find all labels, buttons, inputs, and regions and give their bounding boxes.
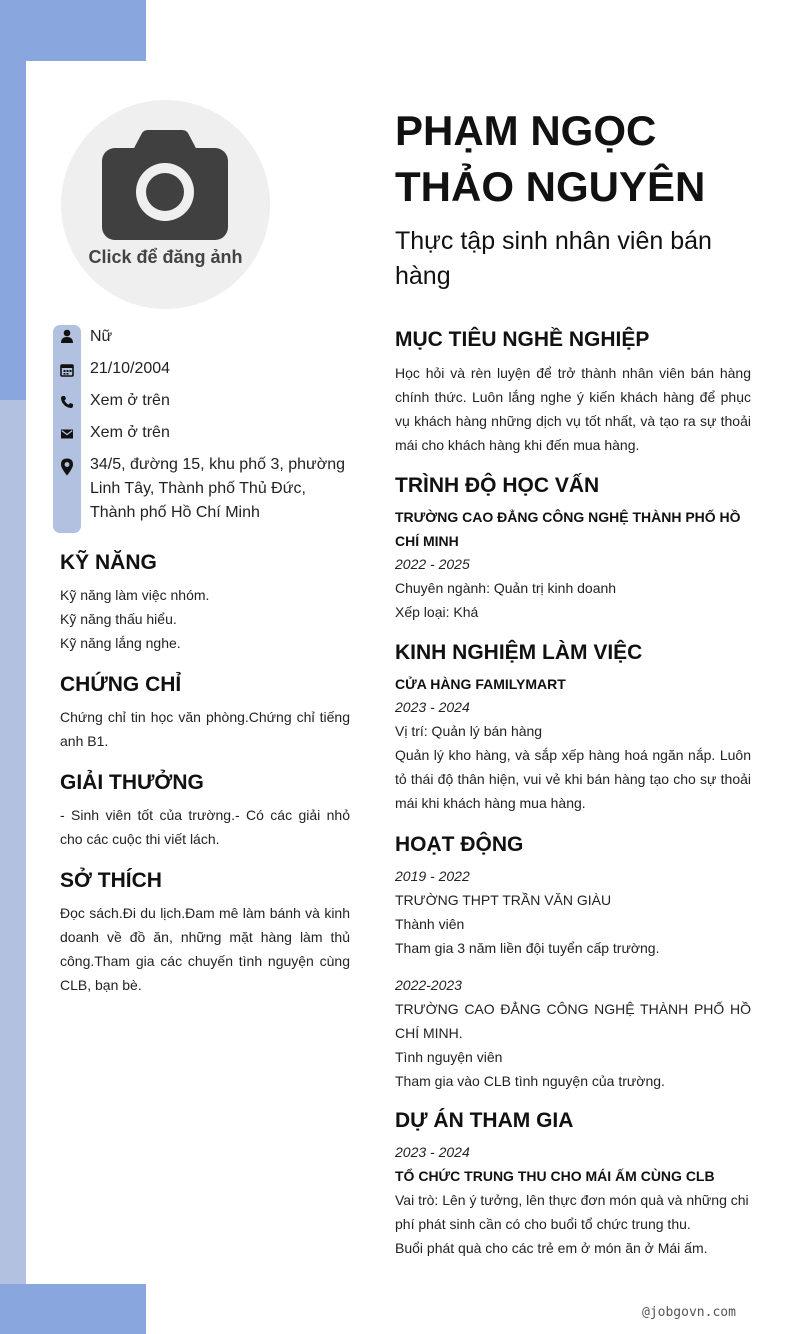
experience-position: Vị trí: Quản lý bán hàng	[395, 723, 543, 739]
project-name: TỔ CHỨC TRUNG THU CHO MÁI ẤM CÙNG CLB	[395, 1168, 715, 1184]
education-school: TRƯỜNG CAO ĐẲNG CÔNG NGHỆ THÀNH PHỐ HỒ CHÍ MINH	[395, 509, 741, 549]
education-major: Chuyên ngành: Quản trị kinh doanh	[395, 580, 617, 596]
contact-gender: Nữ	[90, 328, 113, 345]
projects-title: DỰ ÁN THAM GIA	[395, 1109, 574, 1132]
activity-period: 2019 - 2022	[395, 868, 470, 884]
education-period: 2022 - 2025	[395, 556, 470, 572]
location-pin-icon	[60, 458, 74, 476]
skills-section	[60, 550, 350, 655]
candidate-name: PHẠM NGỌC THẢO NGUYÊN	[395, 107, 706, 210]
hobbies-text: Đọc sách.Đi du lịch.Đam mê làm bánh và kinh doanh về đồ ăn, những mặt hàng làm thủ công.Tham gia các chuyến tình nguyện cùng CLB, bạn bè.	[60, 905, 350, 993]
activity-item	[395, 974, 751, 1093]
decor-band-left	[0, 400, 26, 1334]
activity-desc: Tham gia 3 năm liền đội tuyển cấp trường.	[395, 940, 660, 956]
project-detail: Buổi phát quà cho các trẻ em ở món ăn ở Mái ấm.	[395, 1240, 708, 1256]
activities-title: HOẠT ĐỘNG	[395, 833, 524, 856]
awards-section	[60, 770, 350, 851]
hobbies-title: SỞ THÍCH	[60, 869, 162, 892]
contact-email: Xem ở trên	[90, 424, 170, 441]
person-icon	[60, 329, 74, 343]
activity-period: 2022-2023	[395, 977, 462, 993]
objective-title: MỤC TIÊU NGHỀ NGHIỆP	[395, 328, 650, 351]
photo-upload-label: Click để đăng ảnh	[88, 247, 243, 267]
email-icon	[60, 427, 74, 441]
activity-role: Thành viên	[395, 916, 465, 932]
hobbies-section	[60, 868, 350, 997]
activity-role: Tình nguyện viên	[395, 1049, 503, 1065]
activities-section	[395, 832, 751, 1093]
activity-desc: Tham gia vào CLB tình nguyện của trường.	[395, 1073, 665, 1089]
skill-item: Kỹ năng lắng nghe.	[60, 635, 181, 651]
activity-item	[395, 865, 751, 960]
education-section	[395, 473, 751, 624]
experience-period: 2023 - 2024	[395, 699, 470, 715]
contact-birthday: 21/10/2004	[90, 360, 171, 377]
experience-section	[395, 640, 751, 815]
certificates-text: Chứng chỉ tin học văn phòng.Chứng chỉ tiếng anh B1.	[60, 709, 350, 749]
project-period: 2023 - 2024	[395, 1144, 470, 1160]
education-grade: Xếp loại: Khá	[395, 604, 479, 620]
activity-org: TRƯỜNG THPT TRẦN VĂN GIÀU	[395, 892, 612, 908]
decor-band-bottom	[0, 1284, 146, 1334]
photo-upload[interactable]	[61, 100, 270, 309]
contact-address: 34/5, đường 15, khu phố 3, phường Linh Tây, Thành phố Thủ Đức, Thành phố Hồ Chí Minh	[90, 456, 346, 521]
job-title: Thực tập sinh nhân viên bán hàng	[395, 227, 712, 290]
education-title: TRÌNH ĐỘ HỌC VẤN	[395, 474, 600, 497]
objective-text: Học hỏi và rèn luyện để trở thành nhân viên bán hàng chính thức. Luôn lắng nghe ý kiến khách hàng để phục vụ khách hàng những dịch vụ tốt nhất, và tạo ra sự thoải mái cho khách hàng khi đến mua hàng.	[395, 365, 751, 453]
experience-description: Quản lý kho hàng, và sắp xếp hàng hoá ngăn nắp. Luôn tỏ thái độ thân hiện, vui vẻ khi bán hàng tạo cho sự thoải mái khi khách hàng mua hàng.	[395, 747, 751, 811]
objective-section	[395, 327, 751, 457]
certificates-title: CHỨNG CHỈ	[60, 673, 182, 696]
awards-title: GIẢI THƯỞNG	[60, 771, 204, 794]
camera-icon	[102, 130, 228, 240]
phone-icon	[60, 395, 74, 409]
project-role: Vai trò: Lên ý tưởng, lên thực đơn món quà và những chi phí phát sinh cần có cho buổi tổ chức trung thu.	[395, 1192, 749, 1232]
experience-title: KINH NGHIỆM LÀM VIỆC	[395, 641, 643, 664]
contact-phone: Xem ở trên	[90, 392, 170, 409]
activity-org: TRƯỜNG CAO ĐẲNG CÔNG NGHỆ THÀNH PHỐ HỒ CHÍ MINH.	[395, 1001, 751, 1041]
calendar-icon	[60, 363, 74, 377]
skill-item: Kỹ năng thấu hiểu.	[60, 611, 177, 627]
skills-title: KỸ NĂNG	[60, 551, 157, 574]
certificates-section	[60, 672, 350, 753]
experience-company: CỬA HÀNG FAMILYMART	[395, 676, 566, 692]
skill-item: Kỹ năng làm việc nhóm.	[60, 587, 210, 603]
watermark: @jobgovn.com	[642, 1305, 736, 1320]
awards-text: - Sinh viên tốt của trường.- Có các giải nhỏ cho các cuộc thi viết lách.	[60, 807, 350, 847]
projects-section	[395, 1108, 751, 1260]
